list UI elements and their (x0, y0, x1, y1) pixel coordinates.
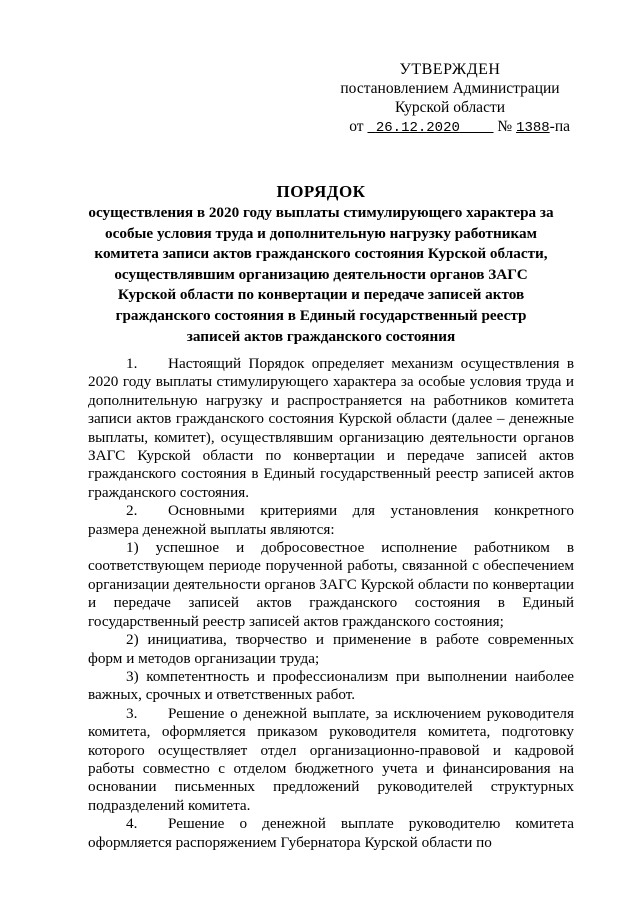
approval-line-1: постановлением Администрации (340, 80, 560, 97)
date-prefix: от (349, 118, 364, 135)
paragraph-2: 2. Основными критериями для установления конкретного размера денежной выплаты являются: (88, 502, 574, 538)
title-subtitle: осуществления в 2020 году выплаты стимулирующего характера за особые условия труда и дополнительную нагрузку работникам комитета записи актов гражданского состояния Курской области, осуществлявшим организацию деятельности органов ЗАГС Курской области по конвертации и передаче записей актов гражданского состояния в Единый государственный реестр записей актов гражданского состояния (88, 204, 554, 345)
approval-date-line (330, 117, 570, 138)
approval-stamp (330, 60, 570, 138)
paragraph-3: 3. Решение о денежной выплате, за исключением руководителя комитета, оформляется приказом руководителя комитета, подготовку которого осуществляет отдел организационно-правовой и кадровой работы совместно с отделом бюджетного учета и финансирования на основании письменных предложений руководителей структурных подразделений комитета. (88, 704, 574, 814)
criterion-2: 2) инициатива, творчество и применение в работе современных форм и методов организации труда; (88, 631, 574, 667)
title-heading: ПОРЯДОК (276, 182, 366, 201)
paragraph-number: 4. (126, 815, 138, 833)
approval-number: 1388 (516, 120, 550, 136)
document-body (88, 355, 574, 852)
paragraph-number: 2. (126, 502, 138, 520)
approval-heading: УТВЕРЖДЕН (399, 61, 501, 78)
paragraph-1: 1. Настоящий Порядок определяет механизм осуществления в 2020 году выплаты стимулирующего характера за особые условия труда и дополнительную нагрузку и распространяется на работников комитета записи актов гражданского состояния Курской области (далее – денежные выплаты, комитет), осуществлявшим организацию деятельности органов ЗАГС Курской области по конвертации и передаче записей актов гражданского состояния в Единый государственный реестр записей актов гражданского состояния. (88, 355, 574, 501)
approval-date: 26.12.2020 (375, 120, 460, 136)
approval-line-2: Курской области (394, 99, 506, 116)
criterion-1: 1) успешное и добросовестное исполнение работником в соответствующем периоде порученной работы, связанной с обеспечением организации деятельности органов ЗАГС Курской области по конвертации и передаче записей актов гражданского состояния в Единый государственный реестр записей актов гражданского состояния; (88, 539, 574, 630)
number-prefix: № (497, 118, 513, 135)
number-suffix: -па (549, 118, 570, 135)
criterion-3: 3) компетентность и профессионализм при выполнении наиболее важных, срочных и ответственных работ. (88, 667, 574, 704)
document-title (88, 181, 554, 347)
paragraph-number: 3. (126, 704, 138, 722)
paragraph-4: 4. Решение о денежной выплате руководителю комитета оформляется распоряжением Губернатора Курской области по (88, 815, 574, 851)
paragraph-number: 1. (126, 355, 138, 372)
